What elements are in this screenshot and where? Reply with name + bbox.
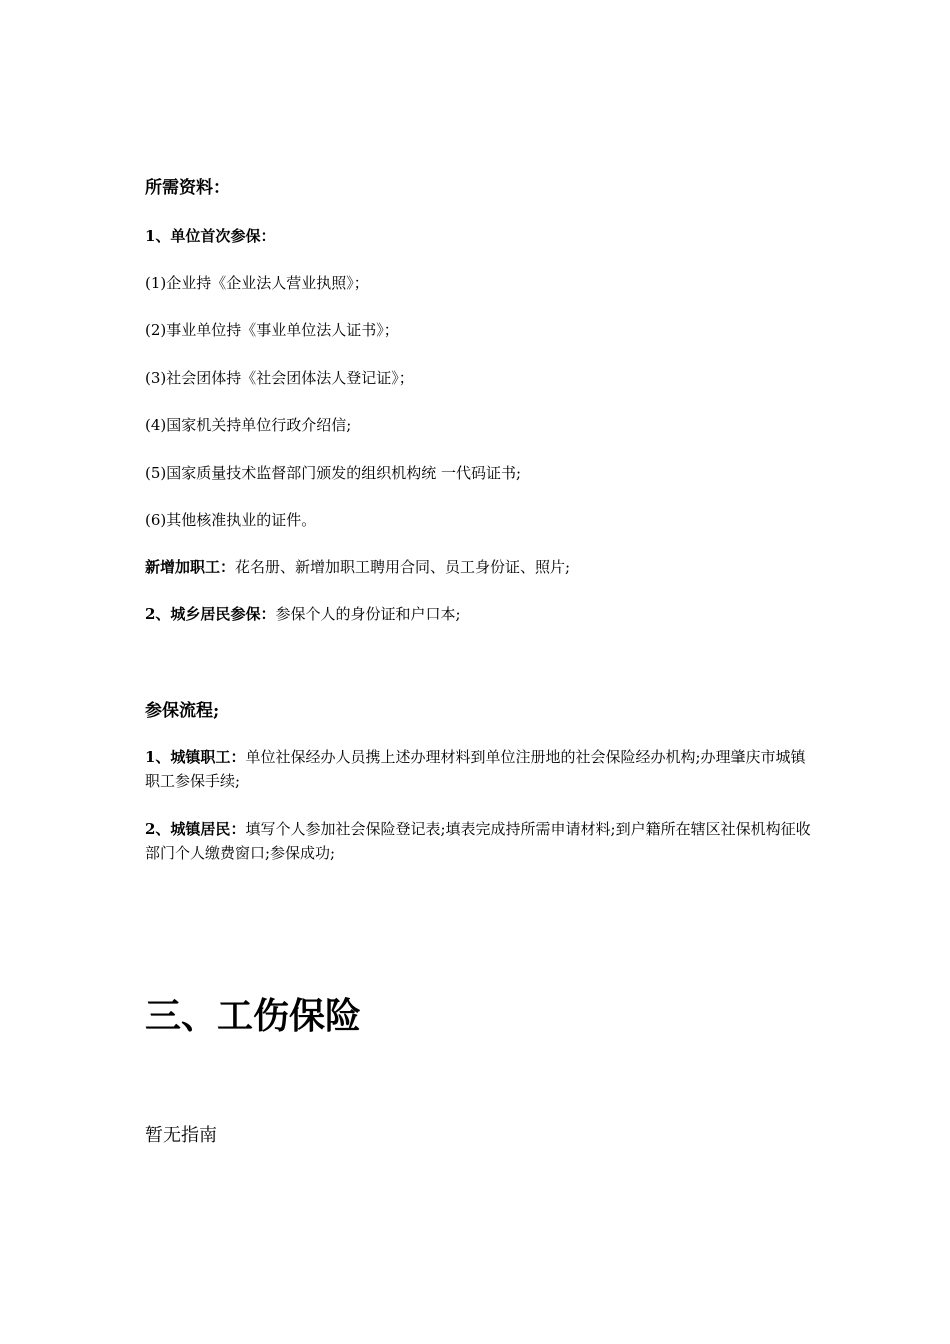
materials-title: 所需资料： <box>145 178 230 198</box>
residents-paragraph <box>145 602 815 626</box>
injury-insurance-heading: 三、工伤保险 <box>145 995 362 1037</box>
urban-residents-text: 填写个人参加社会保险登记表;填表完成持所需申请材料;到户籍所在辖区社保机构征收部门个人缴费窗口;参保成功; <box>145 820 811 862</box>
material-item-3: (3)社会团体持《社会团体法人登记证》； <box>145 369 414 387</box>
material-item-1: (1)企业持《企业法人营业执照》； <box>145 274 369 292</box>
material-item-6: (6)其他核准执业的证件。 <box>145 511 317 529</box>
material-item-2: (2)事业单位持《事业单位法人证书》； <box>145 321 399 339</box>
urban-workers-text: 单位社保经办人员携上述办理材料到单位注册地的社会保险经办机构;办理肇庆市城镇职工参保手续; <box>145 748 806 790</box>
new-staff-text: 花名册、新增加职工聘用合同、员工身份证、照片; <box>235 558 571 576</box>
urban-workers-paragraph <box>145 745 815 793</box>
material-item-4: (4)国家机关持单位行政介绍信; <box>145 416 352 434</box>
injury-insurance-text: 暂无指南 <box>145 1125 217 1146</box>
unit-first-heading: 1、单位首次参保： <box>145 227 276 245</box>
urban-workers-label: 1、城镇职工： <box>145 748 246 766</box>
residents-label: 2、城乡居民参保： <box>145 605 276 623</box>
material-item-5: (5)国家质量技术监督部门颁发的组织机构统 一代码证书; <box>145 464 522 482</box>
new-staff-label: 新增加职工： <box>145 558 236 576</box>
urban-residents-paragraph <box>145 817 815 865</box>
process-title: 参保流程; <box>145 701 220 721</box>
new-staff-paragraph <box>145 555 815 579</box>
residents-text: 参保个人的身份证和户口本; <box>275 605 461 623</box>
urban-residents-label: 2、城镇居民： <box>145 820 246 838</box>
